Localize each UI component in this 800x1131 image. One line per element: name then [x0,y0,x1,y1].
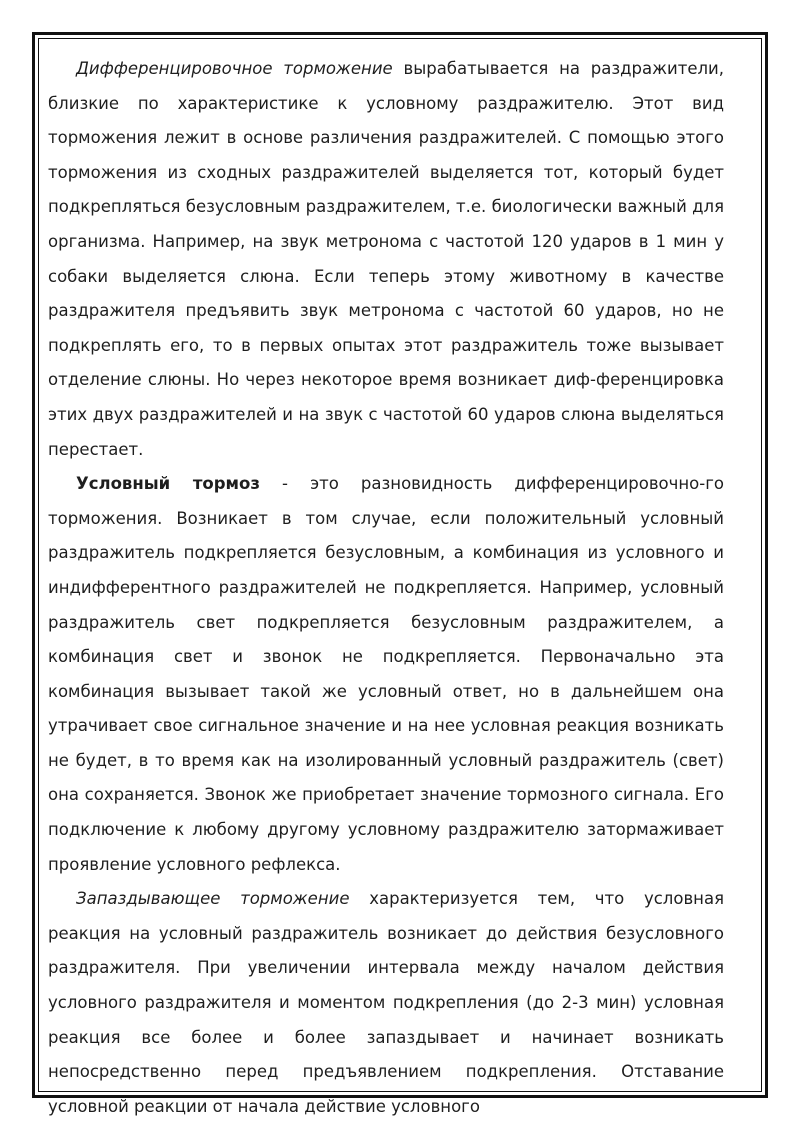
paragraph-text: характеризуется тем, что условная реакция на условный раздражитель возникает до действия безусловного раздражителя. При увеличении интервала между началом действия условного раздражителя и моментом подкрепления (до 2-3 мин) условная реакция все более и более запаздывает и начинает возникать непосредственно перед предъявлением подкрепления. Отставание условной реакции от начала действие условного [48,889,725,1116]
term-delayed-inhibition: Запаздывающее торможение [76,889,350,909]
paragraph-delayed-inhibition [48,882,724,1124]
paragraph-conditioned-brake [48,467,724,882]
paragraph-text: - это разновидность дифференцировочно-го торможения. Возникает в том случае, если положительный условный раздражитель подкрепляется безусловным, а комбинация из условного и индифферентного раздражителей не подкрепляется. Например, условный раздражитель свет подкрепляется безусловным раздражителем, а комбинация свет и звонок не подкрепляется. Первоначально эта комбинация вызывает такой же условный ответ, но в дальнейшем она утрачивает свое сигнальное значение и на нее условная реакция возникать не будет, в то время как на изолированный условный раздражитель (свет) она сохраняется. Звонок же приобретает значение тормозного сигнала. Его подключение к любому другому условному раздражителю затормаживает проявление условного рефлекса. [48,474,724,874]
paragraph-text: вырабатывается на раздражители, близкие по характеристике к условному раздражителю. Этот вид торможения лежит в основе различения раздражителей. С помощью этого торможения из сходных раздражителей выделяется тот, который будет подкрепляться безусловным раздражителем, т.е. биологически важный для организма. Например, на звук метронома с частотой 120 ударов в 1 мин у собаки выделяется слюна. Если теперь этому животному в качестве раздражителя предъявить звук метронома с частотой 60 ударов, но не подкреплять его, то в первых опытах этот раздражитель тоже вызывает отделение слюны. Но через некоторое время возникает диф-ференцировка этих двух раздражителей и на звук с частотой 60 ударов слюна выделяться перестает. [48,59,724,459]
paragraph-differential-inhibition [48,52,724,467]
term-conditioned-brake: Условный тормоз [76,474,260,494]
term-differential-inhibition: Дифференцировочное торможение [76,59,393,78]
document-body [48,52,724,1124]
